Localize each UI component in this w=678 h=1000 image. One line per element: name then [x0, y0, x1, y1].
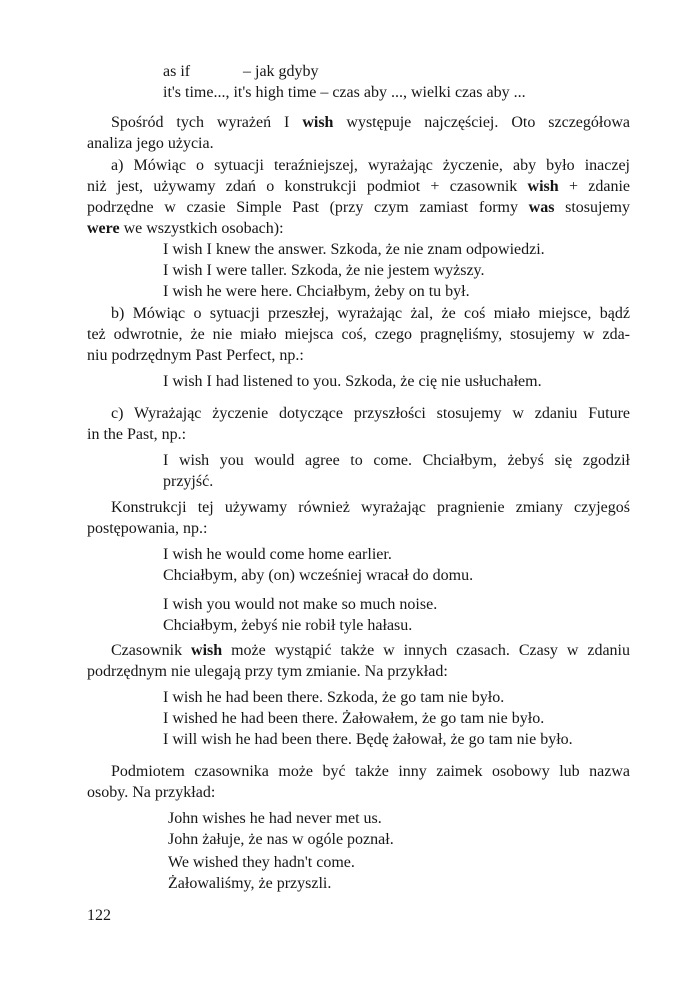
example-line: I wish he would come home earlier. [163, 546, 392, 563]
paragraph-6-line-1: Czasownik wish może wystąpić także w innych czasach. Czasy w zdaniu [111, 642, 630, 659]
example-line: Chciałbym, aby (on) wcześniej wracał do domu. [163, 567, 474, 584]
paragraph-2-line-3: podrzędne w czasie Simple Past (przy czym zamiast formy was stosujemy [87, 199, 630, 216]
paragraph-7-line-1: Podmiotem czasownika może być także inny zaimek osobowy lub nazwa [111, 763, 630, 780]
example-line: Chciałbym, żebyś nie robił tyle hałasu. [163, 617, 413, 634]
paragraph-3-line-1: b) Mówiąc o sytuacji przeszłej, wyrażając żal, że coś miało miejsce, bądź [111, 305, 630, 322]
example-line: Żałowaliśmy, że przyszli. [168, 875, 332, 892]
page-number: 122 [87, 907, 111, 924]
paragraph-1-line-1: Spośród tych wyrażeń I wish występuje najczęściej. Oto szczegółowa [111, 114, 631, 131]
paragraph-1-line-2: analiza jego użycia. [87, 135, 214, 152]
paragraph-5-line-1: Konstrukcji tej używamy również wyrażając pragnienie zmiany czyjegoś [111, 499, 630, 516]
paragraph-2-line-1: a) Mówiąc o sytuacji teraźniejszej, wyrażając życzenie, aby było inaczej [111, 157, 630, 174]
example-line: John żałuje, że nas w ogóle poznał. [168, 831, 394, 848]
paragraph-2-line-2: niż jest, używamy zdań o konstrukcji podmiot + czasownik wish + zdanie [87, 178, 630, 195]
paragraph-4-line-1: c) Wyrażając życzenie dotyczące przyszłości stosujemy w zdaniu Future [111, 405, 630, 422]
example-line: I wish I had listened to you. Szkoda, że cię nie usłuchałem. [163, 373, 542, 390]
example-line: I wished he had been there. Żałowałem, że go tam nie było. [163, 710, 545, 727]
example-line: I wish I knew the answer. Szkoda, że nie znam odpowiedzi. [163, 241, 545, 258]
paragraph-4-line-2: in the Past, np.: [87, 426, 187, 443]
as-if-term: as if [163, 63, 191, 80]
example-line: I wish I were taller. Szkoda, że nie jestem wyższy. [163, 262, 485, 279]
example-line: We wished they hadn't come. [168, 854, 355, 871]
time-expression-line: it's time..., it's high time – czas aby ..., wielki czas aby ... [163, 84, 526, 101]
example-line: I wish you would not make so much noise. [163, 596, 438, 613]
paragraph-7-line-2: osoby. Na przykład: [87, 784, 216, 801]
example-line: I wish you would agree to come. Chciałbym, żebyś się zgodził [163, 452, 630, 469]
paragraph-6-line-2: podrzędnym nie ulegają przy tym zmianie. Na przykład: [87, 663, 448, 680]
paragraph-5-line-2: postępowania, np.: [87, 520, 208, 537]
example-line: I wish he had been there. Szkoda, że go tam nie było. [163, 689, 505, 706]
example-line: John wishes he had never met us. [168, 810, 382, 827]
example-line: I will wish he had been there. Będę żałował, że go tam nie było. [163, 731, 573, 748]
example-line: I wish he were here. Chciałbym, żeby on tu był. [163, 283, 470, 300]
paragraph-2-line-4: were we wszystkich osobach): [87, 220, 284, 237]
paragraph-3-line-3: niu podrzędnym Past Perfect, np.: [87, 347, 304, 364]
as-if-translation: – jak gdyby [243, 63, 319, 80]
paragraph-3-line-2: też odwrotnie, że nie miało miejsca coś, czego pragnęliśmy, stosujemy w zda- [87, 326, 630, 343]
example-line: przyjść. [163, 473, 214, 490]
